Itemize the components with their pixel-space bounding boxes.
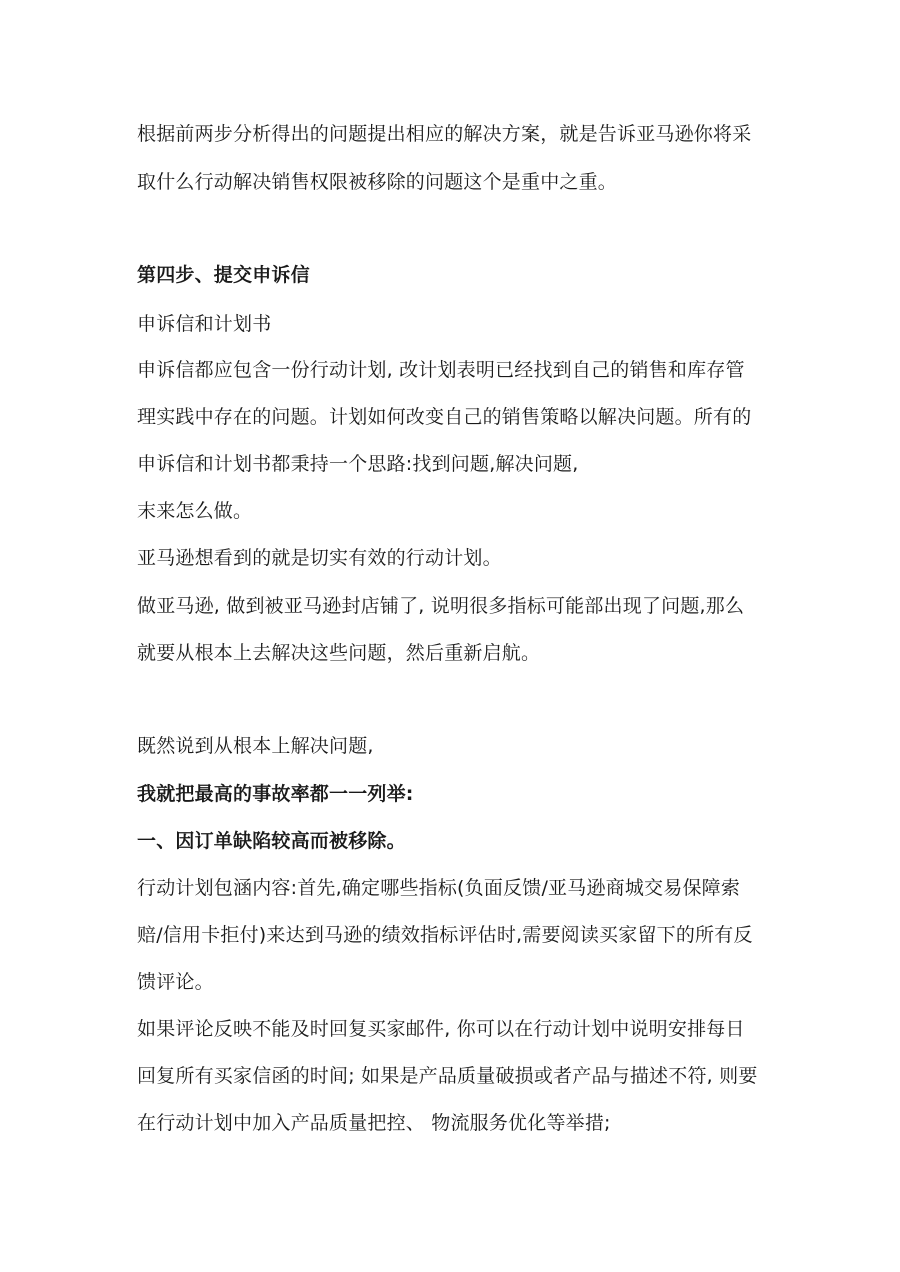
paragraph-line: 根据前两步分析得出的问题提出相应的解决方案，就是告诉亚马逊你将采 [137, 123, 752, 145]
paragraph-line: 亚马逊想看到的就是切实有效的行动计划。 [137, 547, 502, 569]
paragraph-line: 申诉信和计划书 [137, 313, 272, 335]
paragraph-line: 取什么行动解决销售权限被移除的问题这个是重中之重。 [137, 171, 618, 193]
paragraph-line: 既然说到从根本上解决问题, [137, 735, 374, 757]
paragraph-line: 申诉信和计划书都秉持一个思路:找到问题,解决问题, [137, 453, 579, 475]
paragraph-line: 回复所有买家信函的时间; 如果是产品质量破损或者产品与描述不符, 则要 [137, 1065, 758, 1087]
paragraph-line: 如果评论反映不能及时回复买家邮件, 你可以在行动计划中说明安排每日 [137, 1018, 745, 1040]
section-heading: 第四步、提交申诉信 [137, 264, 310, 286]
paragraph-line: 行动计划包涵内容:首先,确定哪些指标(负面反馈/亚马逊商城交易保障索 [137, 877, 741, 899]
paragraph-line: 馈评论。 [137, 971, 214, 993]
paragraph-line: 理实践中存在的问题。计划如何改变自己的销售策略以解决问题。所有的 [137, 406, 752, 428]
paragraph-line: 末来怎么做。 [137, 500, 253, 522]
paragraph-line: 做亚马逊, 做到被亚马逊封店铺了, 说明很多指标可能部出现了问题,那么 [137, 595, 745, 617]
paragraph-line: 赔/信用卡拒付)来达到马逊的绩效指标评估时,需要阅读买家留下的所有反 [137, 924, 753, 946]
section-heading: 我就把最高的事故率都一一列举: [137, 783, 414, 805]
paragraph-line: 在行动计划中加入产品质量把控、 物流服务优化等举措; [137, 1112, 611, 1134]
paragraph-line: 申诉信都应包含一份行动计划, 改计划表明已经找到自己的销售和库存管 [137, 359, 745, 381]
paragraph-line: 就要从根本上去解决这些问题，然后重新启航。 [137, 642, 541, 664]
section-heading: 一、因订单缺陷较高而被移除。 [137, 830, 406, 852]
